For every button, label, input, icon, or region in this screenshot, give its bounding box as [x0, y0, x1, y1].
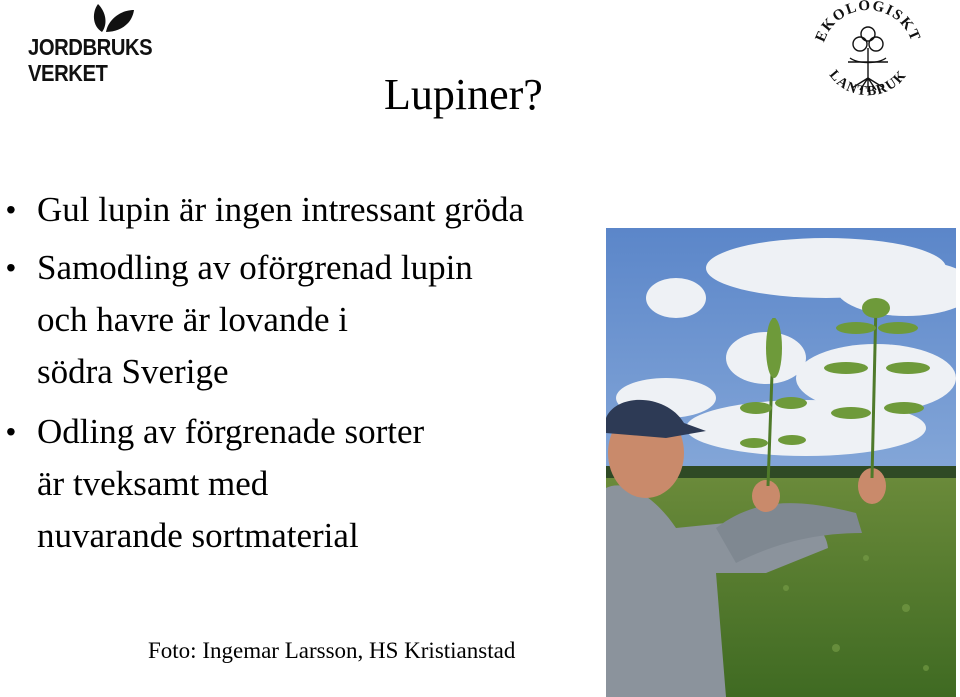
logo-line-1: JORDBRUKS — [28, 34, 153, 60]
svg-text:EKOLOGISKT — [813, 0, 924, 44]
bullet-line: är tveksamt med — [37, 464, 269, 503]
field-photo — [606, 228, 956, 697]
bullet-marker: • — [6, 194, 16, 225]
bullet-marker: • — [6, 416, 16, 447]
photo-caption: Foto: Ingemar Larsson, HS Kristianstad — [145, 636, 518, 666]
bullet-line: Odling av förgrenade sorter — [37, 412, 425, 451]
bullet-line: och havre är lovande i — [37, 300, 348, 339]
bullet-line: Samodling av oförgrenad lupin — [37, 248, 473, 287]
logo-bottom-text: LANTBRUK — [825, 67, 911, 100]
ekologiskt-lantbruk-logo — [808, 0, 928, 108]
logo-line-2: VERKET — [28, 60, 108, 86]
logo-top-text: EKOLOGISKT — [812, 0, 924, 45]
slide-title: Lupiner? — [384, 70, 543, 119]
jordbruksverket-logo — [28, 2, 158, 90]
bullet-line: Gul lupin är ingen intressant gröda — [37, 190, 524, 229]
bullet-line: nuvarande sortmaterial — [37, 516, 359, 555]
bullet-marker: • — [6, 252, 16, 283]
leaf-icon — [88, 2, 138, 34]
bullet-line: södra Sverige — [37, 352, 229, 391]
